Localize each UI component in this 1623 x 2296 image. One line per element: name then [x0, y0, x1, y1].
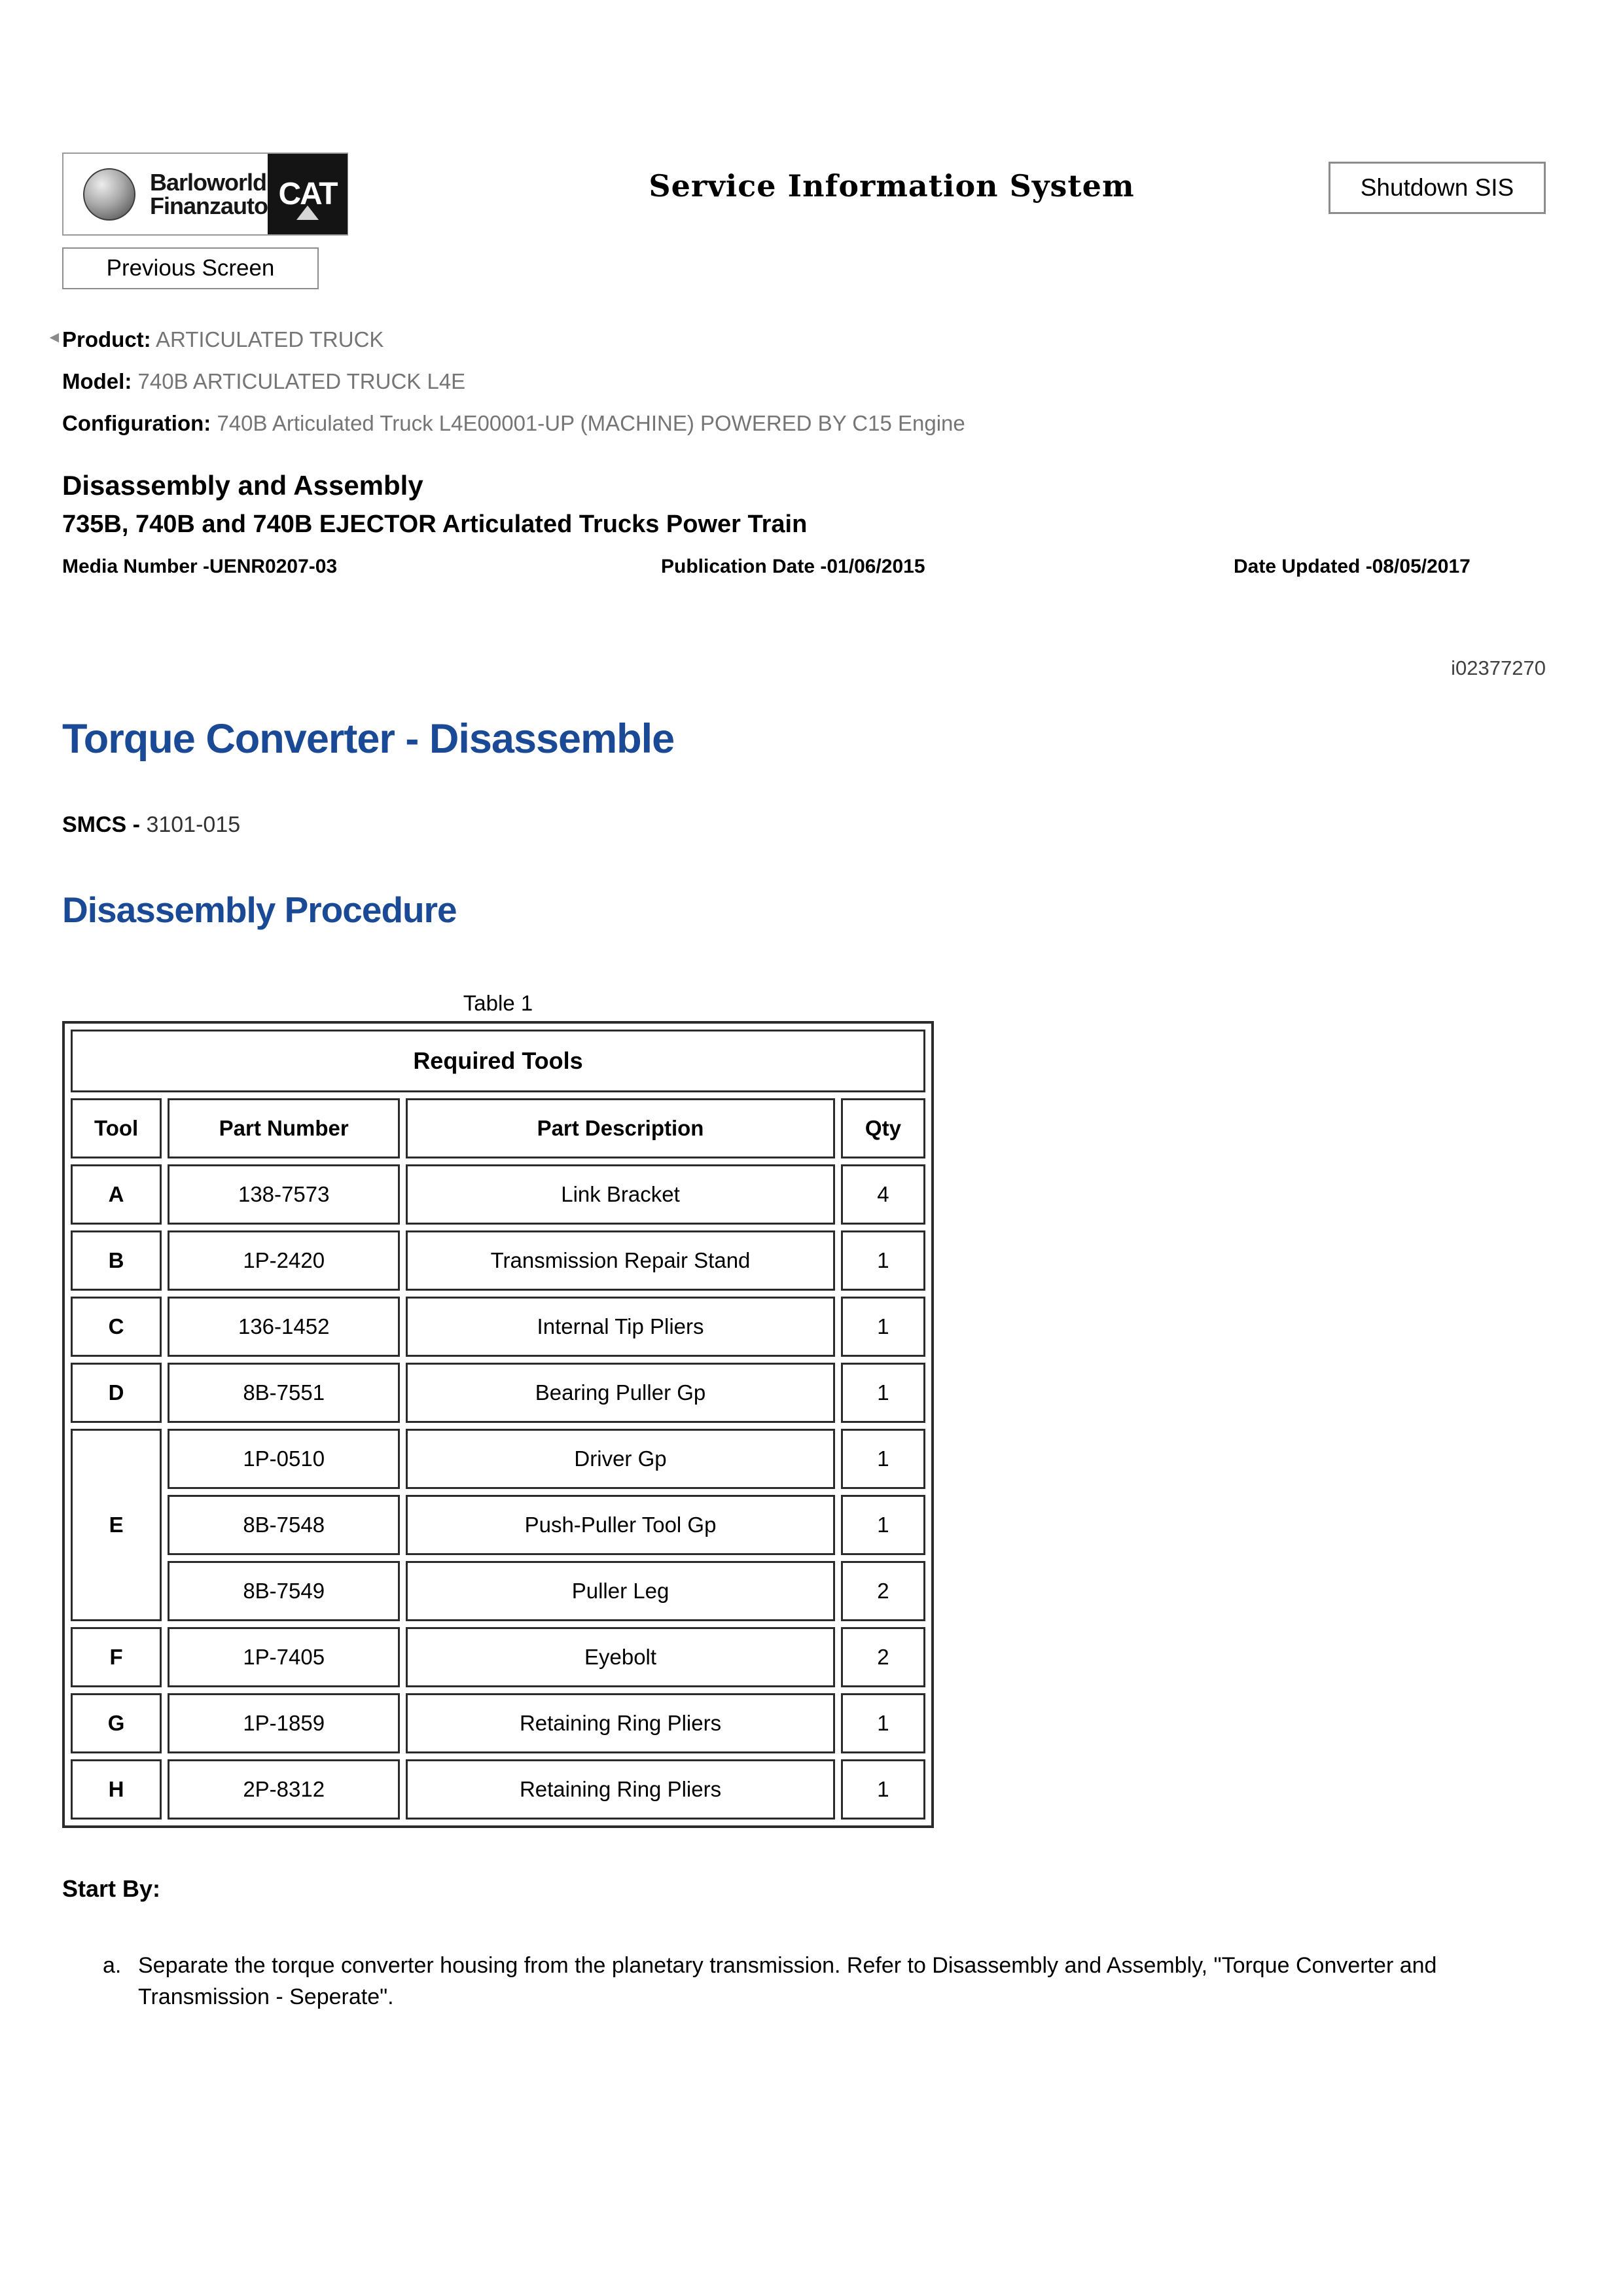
- product-line: [62, 327, 1546, 352]
- part-description-cell: Retaining Ring Pliers: [406, 1759, 835, 1820]
- qty-cell: 1: [841, 1230, 925, 1291]
- shutdown-sis-button[interactable]: Shutdown SIS: [1329, 162, 1546, 214]
- header: [62, 152, 1546, 289]
- part-description-cell: Internal Tip Pliers: [406, 1297, 835, 1357]
- part-number-cell: 136-1452: [168, 1297, 400, 1357]
- smcs-line: [62, 812, 1546, 838]
- tool-cell: H: [71, 1759, 162, 1820]
- part-number-cell: 8B-7549: [168, 1561, 400, 1621]
- tool-cell: A: [71, 1164, 162, 1225]
- tool-cell: F: [71, 1627, 162, 1687]
- part-description-cell: Puller Leg: [406, 1561, 835, 1621]
- configuration-line: [62, 411, 1546, 436]
- part-number-cell: 2P-8312: [168, 1759, 400, 1820]
- part-number-cell: 138-7573: [168, 1164, 400, 1225]
- smcs-label: SMCS -: [62, 812, 140, 837]
- document-section-title: Disassembly and Assembly: [62, 469, 423, 501]
- previous-screen-button[interactable]: Previous Screen: [62, 247, 319, 289]
- media-number: Media Number -UENR0207-03: [62, 555, 338, 577]
- document-subtitle: 735B, 740B and 740B EJECTOR Articulated Trucks Power Train: [62, 510, 808, 538]
- step-a-text: Separate the torque converter housing from the planetary transmission. Refer to Disassembly and Assembly, "Torque Converter and Transmission - Seperate".: [138, 1952, 1437, 2010]
- table-row: [71, 1693, 925, 1753]
- qty-cell: 2: [841, 1627, 925, 1687]
- column-header-part-number: Part Number: [168, 1098, 400, 1158]
- article-title: Torque Converter - Disassemble: [62, 715, 675, 762]
- step-a-marker: a.: [103, 1952, 122, 1978]
- cat-logo-text: CAT: [278, 177, 337, 211]
- step-a: [103, 1950, 1546, 2013]
- tool-cell: E: [71, 1429, 162, 1621]
- qty-cell: 1: [841, 1693, 925, 1753]
- back-arrow-icon: ◄: [46, 329, 62, 346]
- part-description-cell: Transmission Repair Stand: [406, 1230, 835, 1291]
- table-row: [71, 1495, 925, 1555]
- qty-cell: 1: [841, 1759, 925, 1820]
- configuration-value: 740B Articulated Truck L4E00001-UP (MACHINE) POWERED BY C15 Engine: [217, 410, 965, 435]
- model-value: 740B ARTICULATED TRUCK L4E: [137, 368, 466, 393]
- part-number-cell: 1P-0510: [168, 1429, 400, 1489]
- dealer-logo: [62, 152, 348, 236]
- cat-logo: [268, 154, 348, 234]
- globe-icon: [83, 168, 135, 221]
- dealer-logo-line2: Finanzauto: [150, 192, 268, 219]
- table-row: [71, 1363, 925, 1423]
- part-description-cell: Bearing Puller Gp: [406, 1363, 835, 1423]
- part-description-cell: Driver Gp: [406, 1429, 835, 1489]
- model-line: [62, 369, 1546, 394]
- column-header-part-description: Part Description: [406, 1098, 835, 1158]
- table-row: [71, 1561, 925, 1621]
- tool-cell: B: [71, 1230, 162, 1291]
- media-info-row: [62, 556, 1546, 578]
- table-row: [71, 1759, 925, 1820]
- table-title-cell: Required Tools: [71, 1030, 925, 1092]
- product-info: [46, 327, 1546, 436]
- configuration-label: Configuration:: [62, 410, 211, 435]
- tool-cell: D: [71, 1363, 162, 1423]
- qty-cell: 1: [841, 1495, 925, 1555]
- part-description-cell: Eyebolt: [406, 1627, 835, 1687]
- table-row: [71, 1627, 925, 1687]
- part-number-cell: 1P-7405: [168, 1627, 400, 1687]
- part-number-cell: 1P-1859: [168, 1693, 400, 1753]
- document-id: i02377270: [1451, 656, 1546, 679]
- start-by-label: Start By:: [62, 1874, 161, 1902]
- table-caption: Table 1: [463, 990, 533, 1015]
- table-header-row: [71, 1098, 925, 1158]
- procedure-heading: Disassembly Procedure: [62, 889, 457, 930]
- qty-cell: 1: [841, 1429, 925, 1489]
- table-row: [71, 1230, 925, 1291]
- table-row: [71, 1164, 925, 1225]
- dealer-logo-text: [150, 168, 268, 219]
- part-number-cell: 1P-2420: [168, 1230, 400, 1291]
- table-title-row: [71, 1030, 925, 1092]
- part-number-cell: 8B-7548: [168, 1495, 400, 1555]
- page-title: Service Information System: [649, 168, 1135, 204]
- required-tools-table: [62, 1021, 934, 1828]
- cat-triangle-icon: [296, 206, 319, 220]
- product-value: ARTICULATED TRUCK: [156, 327, 384, 351]
- product-label: Product:: [62, 327, 151, 351]
- column-header-tool: Tool: [71, 1098, 162, 1158]
- smcs-value: 3101-015: [146, 812, 241, 837]
- qty-cell: 2: [841, 1561, 925, 1621]
- part-description-cell: Push-Puller Tool Gp: [406, 1495, 835, 1555]
- publication-date: Publication Date -01/06/2015: [661, 555, 925, 577]
- column-header-qty: Qty: [841, 1098, 925, 1158]
- part-number-cell: 8B-7551: [168, 1363, 400, 1423]
- date-updated: Date Updated -08/05/2017: [1234, 555, 1471, 577]
- dealer-logo-panel: [63, 154, 268, 234]
- model-label: Model:: [62, 368, 132, 393]
- logo-column: [62, 152, 357, 289]
- qty-cell: 4: [841, 1164, 925, 1225]
- table-row: [71, 1297, 925, 1357]
- table-row: [71, 1429, 925, 1489]
- tool-cell: G: [71, 1693, 162, 1753]
- dealer-logo-line1: Barloworld: [150, 168, 267, 196]
- part-description-cell: Link Bracket: [406, 1164, 835, 1225]
- qty-cell: 1: [841, 1297, 925, 1357]
- tool-cell: C: [71, 1297, 162, 1357]
- part-description-cell: Retaining Ring Pliers: [406, 1693, 835, 1753]
- qty-cell: 1: [841, 1363, 925, 1423]
